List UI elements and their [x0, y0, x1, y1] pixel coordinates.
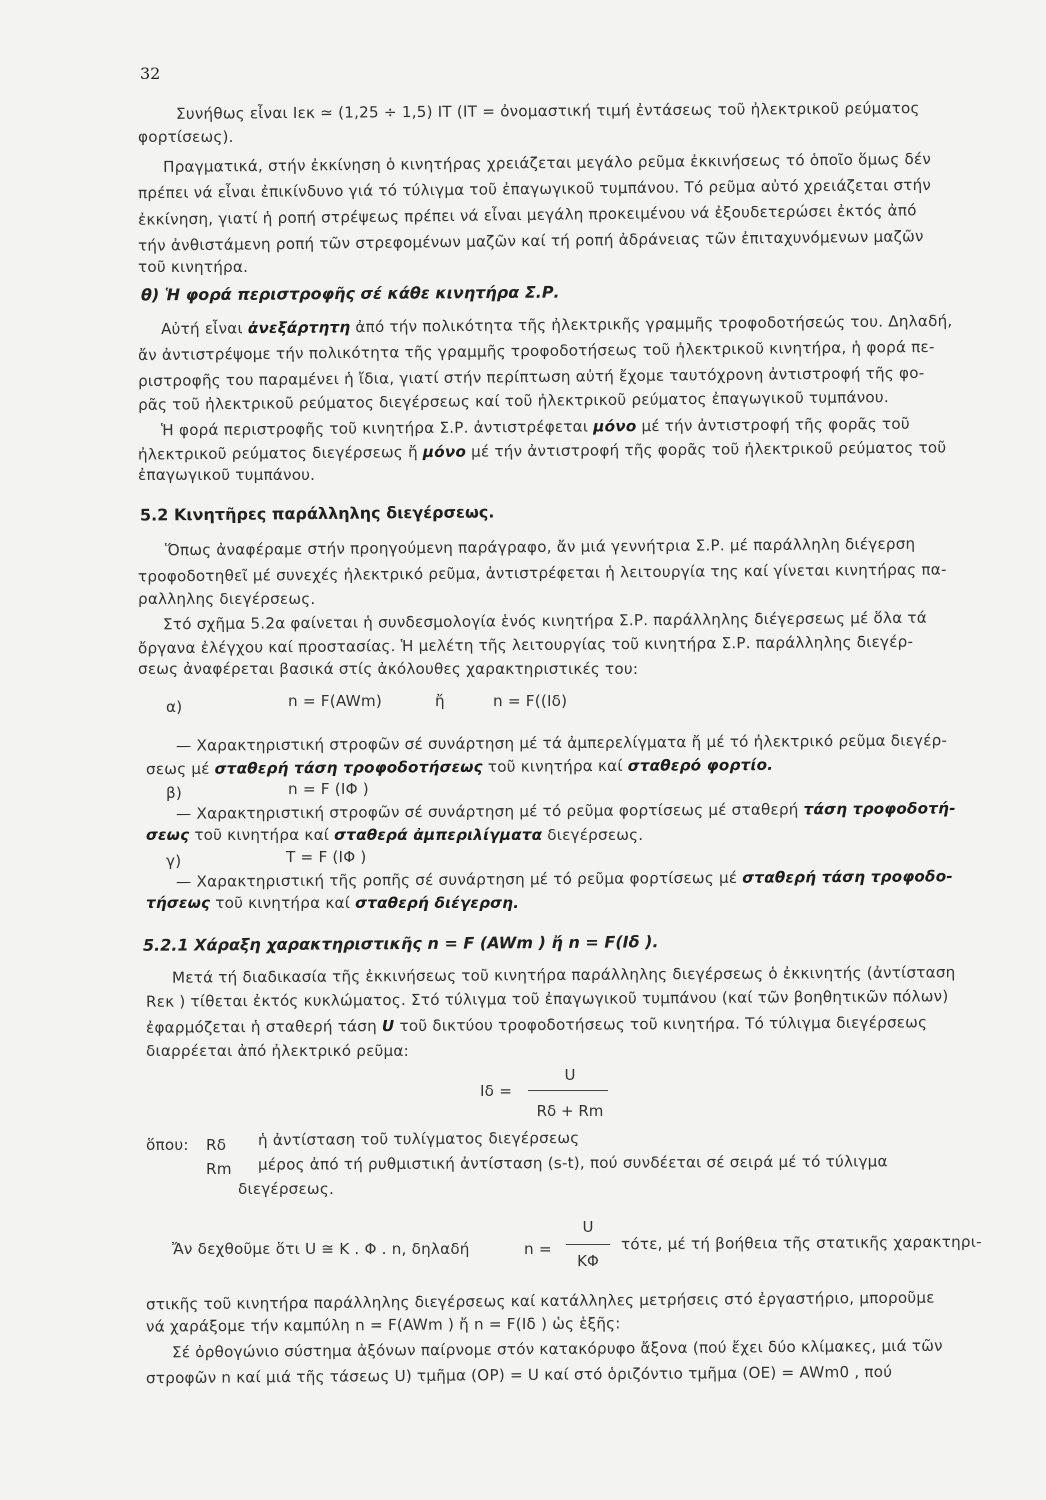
text-line: Ὅπως ἀναφέραμε στήν προηγούμενη παράγραφο, ἄν μιά γεννήτρια Σ.Ρ. μέ παράλληλη διέγερση — [164, 534, 916, 560]
fraction-bar — [566, 1244, 610, 1245]
text-line: Ἄν δεχθοῦμε ὅτι U ≅ K . Φ . n, δηλαδή — [172, 1240, 470, 1258]
text-line: πρέπει νά εἶναι ἐπικίνδυνο γιά τό τύλιγμα τοῦ ἐπαγωγικοῦ τυμπάνου. Τό ρεῦμα αὐτό χρειάζεται στήν — [137, 175, 932, 203]
text-line: ἐπαγωγικοῦ τυμπάνου. — [138, 466, 316, 484]
text-line: Στό σχῆμα 5.2α φαίνεται ἡ συνδεσμολογία ἑνός κινητήρα Σ.Ρ. παράλληλης διέγερσεως μέ ὅλα τά — [162, 608, 928, 634]
text-line: ἠλεκτρικοῦ ρεύματος διεγέρσεως ἤ μόνο μέ τήν ἀντιστροφή τῆς φορᾶς τοῦ ἠλεκτρικοῦ ρεύματος τοῦ — [137, 438, 947, 464]
list-label: γ) — [166, 852, 182, 870]
text-line: διεγέρσεως. — [238, 1180, 334, 1198]
text-line: τροφοδοτηθεῖ μέ συνεχές ἠλεκτρικό ρεῦμα, ἀντιστρέφεται ἡ λειτουργία της καί γίνεται κινητήρας πα- — [137, 560, 947, 586]
text-line: — Χαρακτηριστική τῆς ροπῆς σέ συνάρτηση μέ τό ρεῦμα φορτίσεως μέ σταθερή τάση τροφοδο- — [175, 867, 953, 891]
text-line: τοῦ κινητήρα. — [138, 258, 249, 276]
text-line: Μετά τή διαδικασία τῆς ἐκκινήσεως τοῦ κινητήρα παράλληλης διεγέρσεως ὁ ἐκκινητής (ἀντίσταση — [171, 963, 956, 987]
equation: n = F(AWm) — [288, 692, 382, 710]
formula-denominator: Rδ + Rm — [536, 1102, 604, 1120]
formula-lhs: Iδ = — [480, 1082, 513, 1100]
text-line: ρᾶς τοῦ ἠλεκτρικοῦ ρεύματος διεγέρσεως καί τοῦ ἠλεκτρικοῦ ρεύματος ἐπαγωγικοῦ τυμπάνου. — [137, 388, 889, 414]
list-label: β) — [166, 784, 183, 802]
fraction-bar — [528, 1090, 608, 1091]
text-line: Ἡ φορά περιστροφῆς τοῦ κινητήρα Σ.Ρ. ἀντιστρέφεται μόνο μέ τήν ἀντιστροφή τῆς φορᾶς τοῦ — [160, 414, 910, 440]
text-line: μέρος ἀπό τή ρυθμιστική ἀντίσταση (s-t), πού συνδέεται σέ σειρά μέ τό τύλιγμα — [257, 1152, 888, 1174]
text-line: Πραγματικά, στήν ἐκκίνηση ὁ κινητήρας χρειάζεται μεγάλο ρεῦμα ἐκκινήσεως τό ὁποῖο ὅμως δέν — [162, 149, 932, 177]
symbol: Rδ — [206, 1136, 227, 1154]
text-line: φορτίσεως). — [138, 128, 234, 146]
section-heading: 5.2 Κινητῆρες παράλληλης διεγέρσεως. — [139, 502, 495, 525]
text-line: ὄργανα ἐλέγχου καί προστασίας. Ἡ μελέτη τῆς λειτουργίας τοῦ κινητήρα Σ.Ρ. παράλληλης διεγέρ- — [137, 632, 914, 658]
text-line: τότε, μέ τή βοήθεια τῆς στατικῆς χαρακτηρι- — [620, 1232, 982, 1254]
formula-numerator: U — [582, 1218, 594, 1236]
symbol: Rm — [206, 1160, 232, 1178]
text-line: Συνήθως εἶναι Iεκ ≃ (1,25 ÷ 1,5) IT (IT = ὀνομαστική τιμή ἐντάσεως τοῦ ἠλεκτρικοῦ ρεύματος — [175, 99, 920, 123]
text-line: ἐφαρμόζεται ἡ σταθερή τάση U τοῦ δικτύου τροφοδοτήσεως τοῦ κινητήρα. Τό τύλιγμα διεγέρσεως — [145, 1013, 928, 1037]
formula-numerator: U — [564, 1066, 576, 1084]
text-line: τήν ἀνθιστάμενη ροπή τῶν στρεφομένων μαζῶν καί τή ροπή ἀδράνειας τῶν ἐπιταχυνόμενων μαζῶν — [137, 227, 924, 255]
page-number: 32 — [140, 64, 161, 83]
equation: n = F (IΦ ) — [288, 780, 369, 798]
formula-lhs: n = — [524, 1240, 552, 1258]
text-line: Rεκ ) τίθεται ἐκτός κυκλώματος. Στό τύλιγμα τοῦ ἐπαγωγικοῦ τυμπάνου (καί τῶν βοηθητικῶν πόλων) — [145, 987, 949, 1011]
text-line: τήσεως τοῦ κινητήρα καί σταθερή διέγερση. — [146, 894, 520, 912]
text-line: διαρρέεται ἀπό ἠλεκτρικό ρεῦμα: — [146, 1042, 409, 1060]
where-label: ὅπου: — [146, 1136, 189, 1154]
text-line: νά χαράξομε τήν καμπύλη n = F(AWm ) ἤ n = F(Iδ ) ὡς ἑξῆς: — [145, 1314, 621, 1336]
text-line: στροφῶν n καί μιά τῆς τάσεως U) τμῆμα (ΟΡ) = U καί στό ὁριζόντιο τμῆμα (ΟΕ) = AWm0 , πού — [145, 1362, 893, 1388]
equation-or: ἤ — [435, 692, 445, 710]
text-line: Σέ ὀρθογώνιο σύστημα ἀξόνων παίρνομε στόν κατακόρυφο ἄξονα (πού ἔχει δύο κλίμακες, μιά τῶν — [171, 1336, 943, 1362]
text-line: ραλληλης διεγέρσεως. — [138, 590, 316, 608]
list-label: α) — [166, 698, 183, 716]
text-line: — Χαρακτηριστική στροφῶν σέ συνάρτηση μέ τά ἀμπερελίγματα ἤ μέ τό ἠλεκτρικό ρεῦμα διεγέρ- — [175, 731, 948, 755]
text-line: ἐκκίνηση, γιατί ἡ ροπή στρέψεως πρέπει νά εἶναι μεγάλη προκειμένου νά ἐξουδετερώσει ἐκτός ἀπό — [137, 201, 917, 229]
text-line: στικῆς τοῦ κινητήρα παράλληλης διεγέρσεως καί κατάλληλες μετρήσεις στό ἐργαστήριο, μποροῦμε — [145, 1288, 935, 1314]
text-line: σεως τοῦ κινητήρα καί σταθερά ἀμπεριλίγματα διεγέρσεως. — [146, 826, 644, 844]
equation: n = F((Iδ) — [493, 692, 568, 710]
text-line: ριστροφῆς του παραμένει ἡ ἴδια, γιατί στήν περίπτωση αὐτή ἔχομε ταυτόχρονη ἀντιστροφή τῆς φο- — [137, 363, 925, 391]
section-heading: 5.2.1 Χάραξη χαρακτηριστικῆς n = F (AWm ) ἤ n = F(Iδ ). — [142, 932, 659, 955]
text-line: ἡ ἀντίσταση τοῦ τυλίγματος διεγέρσεως — [257, 1128, 580, 1150]
text-line: σεως ἀναφέρεται βασικά στίς ἀκόλουθες χαρακτηριστικές του: — [138, 660, 639, 678]
text-line: σεως μέ σταθερή τάση τροφοδοτήσεως τοῦ κινητήρα καί σταθερό φορτίο. — [145, 755, 774, 779]
formula-denominator: KΦ — [577, 1252, 599, 1270]
text-line: ἄν ἀντιστρέψομε τήν πολικότητα τῆς γραμμῆς τροφοδοτήσεως τοῦ ἠλεκτρικοῦ κινητήρα, ἡ φορά πε- — [137, 337, 935, 365]
subsection-heading: θ) Ἡ φορά περιστροφῆς σέ κάθε κινητήρα Σ.Ρ. — [140, 282, 560, 305]
text-line: — Χαρακτηριστική στροφῶν σέ συνάρτηση μέ τό ρεῦμα φορτίσεως μέ σταθερή τάση τροφοδοτή- — [175, 799, 956, 823]
equation: T = F (IΦ ) — [286, 848, 367, 866]
text-line: Αὐτή εἶναι ἀνεξάρτητη ἀπό τήν πολικότητα τῆς ἠλεκτρικῆς γραμμῆς τροφοδοτήσεώς του. Δηλαδή, — [160, 311, 953, 339]
